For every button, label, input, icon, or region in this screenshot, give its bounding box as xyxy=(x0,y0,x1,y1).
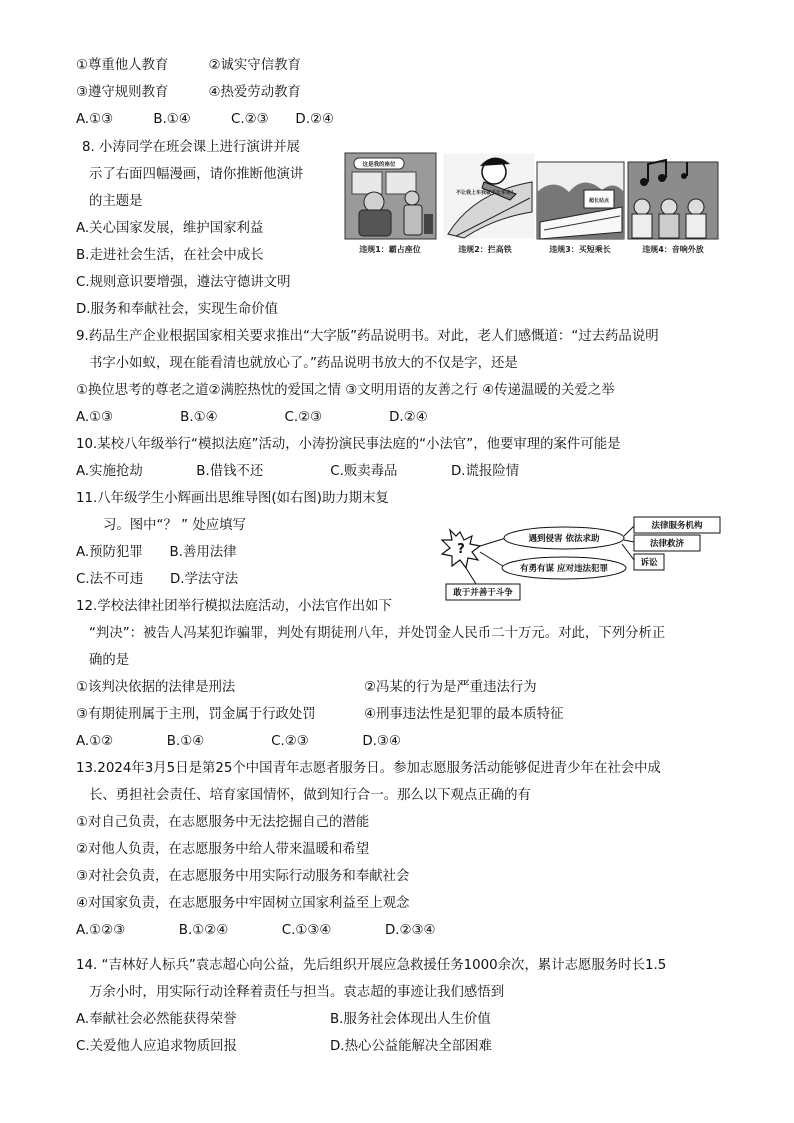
svg-text:超长站点: 超长站点 xyxy=(588,198,610,204)
comic-caption-4: 违规4：音响外放 xyxy=(642,245,704,254)
q9-stem-line2: 书字小如蚁，现在能看清也就放心了。”药品说明书放大的不仅是字，还是 xyxy=(89,356,518,371)
q13-stem-line2: 长、勇担社会责任、培育家国情怀，做到知行合一。那么以下观点正确的有 xyxy=(89,788,531,803)
q11-answers-row1: A.预防犯罪 B.善用法律 xyxy=(76,545,237,560)
q13-option-1: ①对自己负责，在志愿服务中无法挖掘自己的潜能 xyxy=(76,815,370,830)
q14-option-a: A.奉献社会必然能获得荣誉 xyxy=(76,1012,237,1027)
q8-stem-line2: 示了右面四幅漫画，请你推断他演讲 xyxy=(89,167,304,182)
q12-answers: A.①② B.①④ C.②③ D.③④ xyxy=(76,734,401,749)
q9-answers: A.①③ B.①④ C.②③ D.②④ xyxy=(76,410,428,425)
q8-option-a: A.关心国家发展，维护国家利益 xyxy=(76,221,264,236)
q14-stem-line2: 万余小时，用实际行动诠释着责任与担当。袁志超的事迹让我们感悟到 xyxy=(89,985,505,1000)
q12-stem-line2: “判决”：被告人冯某犯诈骗罪，判处有期徒刑八年，并处罚金人民币二十万元。对此，下列分析正 xyxy=(89,626,666,641)
comic-panel-music xyxy=(628,160,718,239)
q14-stem-line1: 14. “吉林好人标兵”袁志超心向公益，先后组织开展应急救援任务1000余次，累计志愿服务时长1.5 xyxy=(76,958,667,973)
comic-caption-3: 违规3：买短乘长 xyxy=(549,245,611,254)
svg-text:不让我上车我就不让车走!: 不让我上车我就不让车走! xyxy=(456,190,514,196)
comic-caption-1: 违规1：霸占座位 xyxy=(359,245,421,254)
q8-comic-strip xyxy=(344,152,720,258)
q14-option-d: D.热心公益能解决全部困难 xyxy=(330,1039,492,1054)
q7-answers: A.①③ B.①④ C.②③ D.②④ xyxy=(76,112,334,127)
q8-option-c: C.规则意识要增强，遵法守德讲文明 xyxy=(76,275,291,290)
comic-panel-train xyxy=(443,153,535,239)
svg-text:诉讼: 诉讼 xyxy=(640,558,658,568)
q10-stem: 10.某校八年级举行“模拟法庭”活动，小涛扮演民事法庭的“小法官”，他要审理的案件可能是 xyxy=(76,437,621,452)
svg-text:遇到侵害 依法求助: 遇到侵害 依法求助 xyxy=(528,534,600,544)
q14-option-b: B.服务社会体现出人生价值 xyxy=(330,1012,491,1027)
q11-mind-map xyxy=(436,512,726,604)
svg-text:有勇有谋 应对违法犯罪: 有勇有谋 应对违法犯罪 xyxy=(520,564,608,574)
svg-text:法律服务机构: 法律服务机构 xyxy=(651,521,703,531)
q12-stem-line3: 确的是 xyxy=(89,653,130,668)
svg-text:敢于并善于斗争: 敢于并善于斗争 xyxy=(453,588,513,598)
q12-stem-line1: 12.学校法律社团举行模拟法庭活动，小法官作出如下 xyxy=(76,599,392,614)
q12-option-1: ①该判决依据的法律是刑法 xyxy=(76,680,236,695)
q12-option-3: ③有期徒刑属于主刑，罚金属于行政处罚 xyxy=(76,707,316,722)
comic-panel-ticket xyxy=(537,162,624,239)
q12-option-4: ④刑事违法性是犯罪的最本质特征 xyxy=(364,707,564,722)
q7-options-row2: ③遵守规则教育 ④热爱劳动教育 xyxy=(76,85,301,100)
svg-text:法律救济: 法律救济 xyxy=(649,539,685,549)
svg-text:这是我的座位: 这是我的座位 xyxy=(362,162,396,168)
q13-stem-line1: 13.2024年3月5日是第25个中国青年志愿者服务日。参加志愿服务活动能够促进青少年在社会中成 xyxy=(76,761,661,776)
q7-options-row1: ①尊重他人教育 ②诚实守信教育 xyxy=(76,58,301,73)
q9-options: ①换位思考的尊老之道②满腔热忱的爱国之情 ③文明用语的友善之行 ④传递温暖的关爱之举 xyxy=(76,383,615,398)
q13-option-4: ④对国家负责，在志愿服务中牢固树立国家利益至上观念 xyxy=(76,896,410,911)
q10-answers: A.实施抢劫 B.借钱不还 C.贩卖毒品 D.谎报险情 xyxy=(76,464,520,479)
center-question: ? xyxy=(457,542,465,557)
q8-stem-line3: 的主题是 xyxy=(89,194,143,209)
q11-stem-line1: 11.八年级学生小辉画出思维导图(如右图)助力期末复 xyxy=(76,491,389,506)
q13-option-2: ②对他人负责，在志愿服务中给人带来温暖和希望 xyxy=(76,842,370,857)
q8-option-b: B.走进社会生活，在社会中成长 xyxy=(76,248,264,263)
comic-caption-2: 违规2：拦高铁 xyxy=(458,245,512,254)
comic-panel-seat xyxy=(345,153,436,239)
q11-answers-row2: C.法不可违 D.学法守法 xyxy=(76,572,239,587)
q12-option-2: ②冯某的行为是严重违法行为 xyxy=(364,680,537,695)
q11-stem-line2: 习。图中“？ ” 处应填写 xyxy=(103,518,246,533)
q13-option-3: ③对社会负责，在志愿服务中用实际行动服务和奉献社会 xyxy=(76,869,410,884)
q13-answers: A.①②③ B.①②④ C.①③④ D.②③④ xyxy=(76,923,436,938)
q9-stem-line1: 9.药品生产企业根据国家相关要求推出“大字版”药品说明书。对此，老人们感慨道：“过去药品说明 xyxy=(76,329,659,344)
q14-option-c: C.关爱他人应追求物质回报 xyxy=(76,1039,237,1054)
q8-stem-line1: 8. 小涛同学在班会课上进行演讲并展 xyxy=(82,140,300,155)
q8-option-d: D.服务和奉献社会，实现生命价值 xyxy=(76,302,279,317)
